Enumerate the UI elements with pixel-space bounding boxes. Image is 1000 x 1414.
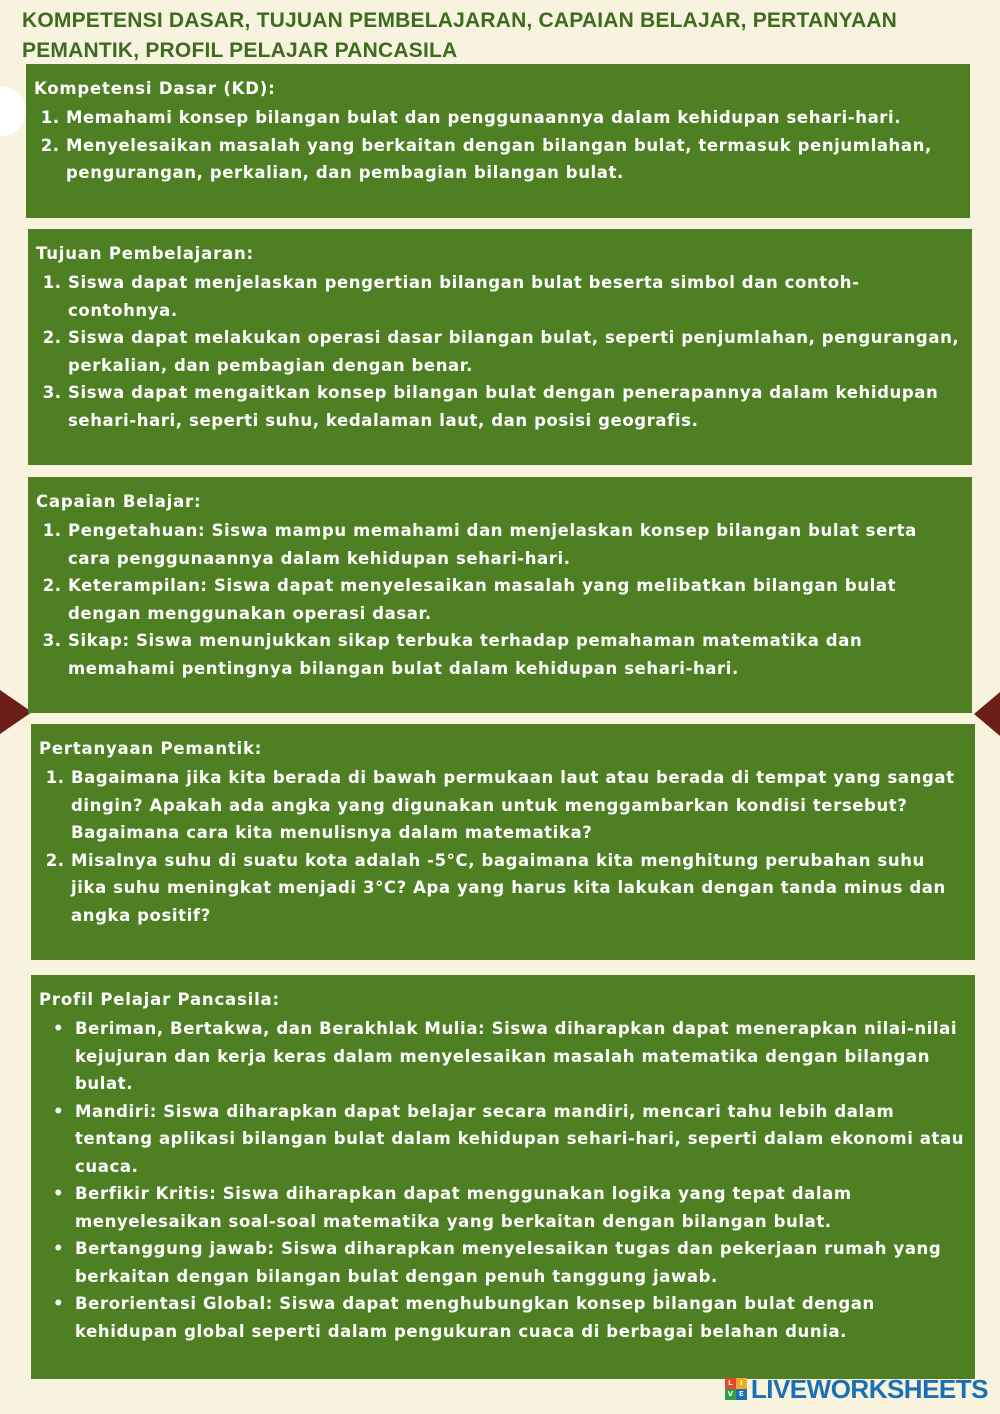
tujuan-pembelajaran-list [36, 269, 964, 434]
list-item: 2. Keterampilan: Siswa dapat menyelesaikan masalah yang melibatkan bilangan bulat dengan menggunakan operasi dasar. [68, 572, 964, 627]
list-item: 2. Misalnya suhu di suatu kota adalah -5°C, bagaimana kita menghitung perubahan suhu jika suhu meningkat menjadi 3°C? Apa yang harus kita lakukan dengan tanda minus dan angka positif? [71, 847, 967, 930]
list-item: 2. Menyelesaikan masalah yang berkaitan dengan bilangan bulat, termasuk penjumlahan, pengurangan, perkalian, dan pembagian bilangan bulat. [66, 132, 962, 187]
profil-pelajar-pancasila-panel [31, 975, 975, 1379]
list-item: 1. Pengetahuan: Siswa mampu memahami dan menjelaskan konsep bilangan bulat serta cara penggunaannya dalam kehidupan sehari-hari. [68, 517, 964, 572]
decorative-right-triangle [974, 692, 1000, 736]
list-item: 3. Siswa dapat mengaitkan konsep bilangan bulat dengan penerapannya dalam kehidupan sehari-hari, seperti suhu, kedalaman laut, dan posisi geografis. [68, 379, 964, 434]
capaian-belajar-list [36, 517, 964, 682]
pertanyaan-pemantik-list [39, 764, 967, 929]
capaian-belajar-heading: Capaian Belajar: [36, 492, 202, 511]
list-item: 1. Siswa dapat menjelaskan pengertian bilangan bulat beserta simbol dan contoh-contohnya. [68, 269, 964, 324]
decorative-circle [0, 86, 26, 136]
capaian-belajar-panel [28, 477, 972, 713]
profil-pelajar-pancasila-heading: Profil Pelajar Pancasila: [39, 990, 280, 1009]
list-item: • Bertanggung jawab: Siswa diharapkan menyelesaikan tugas dan pekerjaan rumah yang berkaitan dengan bilangan bulat dengan penuh tanggung jawab. [71, 1235, 967, 1290]
kompetensi-dasar-heading: Kompetensi Dasar (KD): [34, 79, 276, 98]
liveworksheets-logo-text: LIVEWORKSHEETS [750, 1373, 988, 1404]
list-item: • Mandiri: Siswa diharapkan dapat belajar secara mandiri, mencari tahu lebih dalam tentang aplikasi bilangan bulat dalam kehidupan sehari-hari, seperti dalam ekonomi atau cuaca. [71, 1098, 967, 1181]
tujuan-pembelajaran-heading: Tujuan Pembelajaran: [36, 244, 254, 263]
list-item: 3. Sikap: Siswa menunjukkan sikap terbuka terhadap pemahaman matematika dan memahami pentingnya bilangan bulat dalam kehidupan sehari-hari. [68, 627, 964, 682]
pertanyaan-pemantik-heading: Pertanyaan Pemantik: [39, 739, 263, 758]
liveworksheets-logo-icon: L I V E [725, 1378, 747, 1400]
kompetensi-dasar-list [34, 104, 962, 187]
list-item: • Berorientasi Global: Siswa dapat menghubungkan konsep bilangan bulat dengan kehidupan global seperti dalam pengukuran cuaca di berbagai belahan dunia. [71, 1290, 967, 1345]
tujuan-pembelajaran-panel [28, 229, 972, 465]
list-item: 1. Memahami konsep bilangan bulat dan penggunaannya dalam kehidupan sehari-hari. [66, 104, 962, 132]
kompetensi-dasar-panel [26, 64, 970, 218]
profil-pelajar-pancasila-list [39, 1015, 967, 1345]
list-item: • Beriman, Bertakwa, dan Berakhlak Mulia: Siswa diharapkan dapat menerapkan nilai-nilai kejujuran dan kerja keras dalam menyelesaikan masalah matematika dengan bilangan bulat. [71, 1015, 967, 1098]
list-item: 2. Siswa dapat melakukan operasi dasar bilangan bulat, seperti penjumlahan, pengurangan, perkalian, dan pembagian dengan benar. [68, 324, 964, 379]
liveworksheets-logo[interactable] [725, 1374, 988, 1404]
page-title: KOMPETENSI DASAR, TUJUAN PEMBELAJARAN, CAPAIAN BELAJAR, PERTANYAAN PEMANTIK, PROFIL PELAJAR PANCASILA [22, 9, 898, 62]
list-item: • Berfikir Kritis: Siswa diharapkan dapat menggunakan logika yang tepat dalam menyelesaikan soal-soal matematika yang berkaitan dengan bilangan bulat. [71, 1180, 967, 1235]
pertanyaan-pemantik-panel [31, 724, 975, 960]
list-item: 1. Bagaimana jika kita berada di bawah permukaan laut atau berada di tempat yang sangat dingin? Apakah ada angka yang digunakan untuk menggambarkan kondisi tersebut? Bagaimana cara kita menulisnya dalam matematika? [71, 764, 967, 847]
